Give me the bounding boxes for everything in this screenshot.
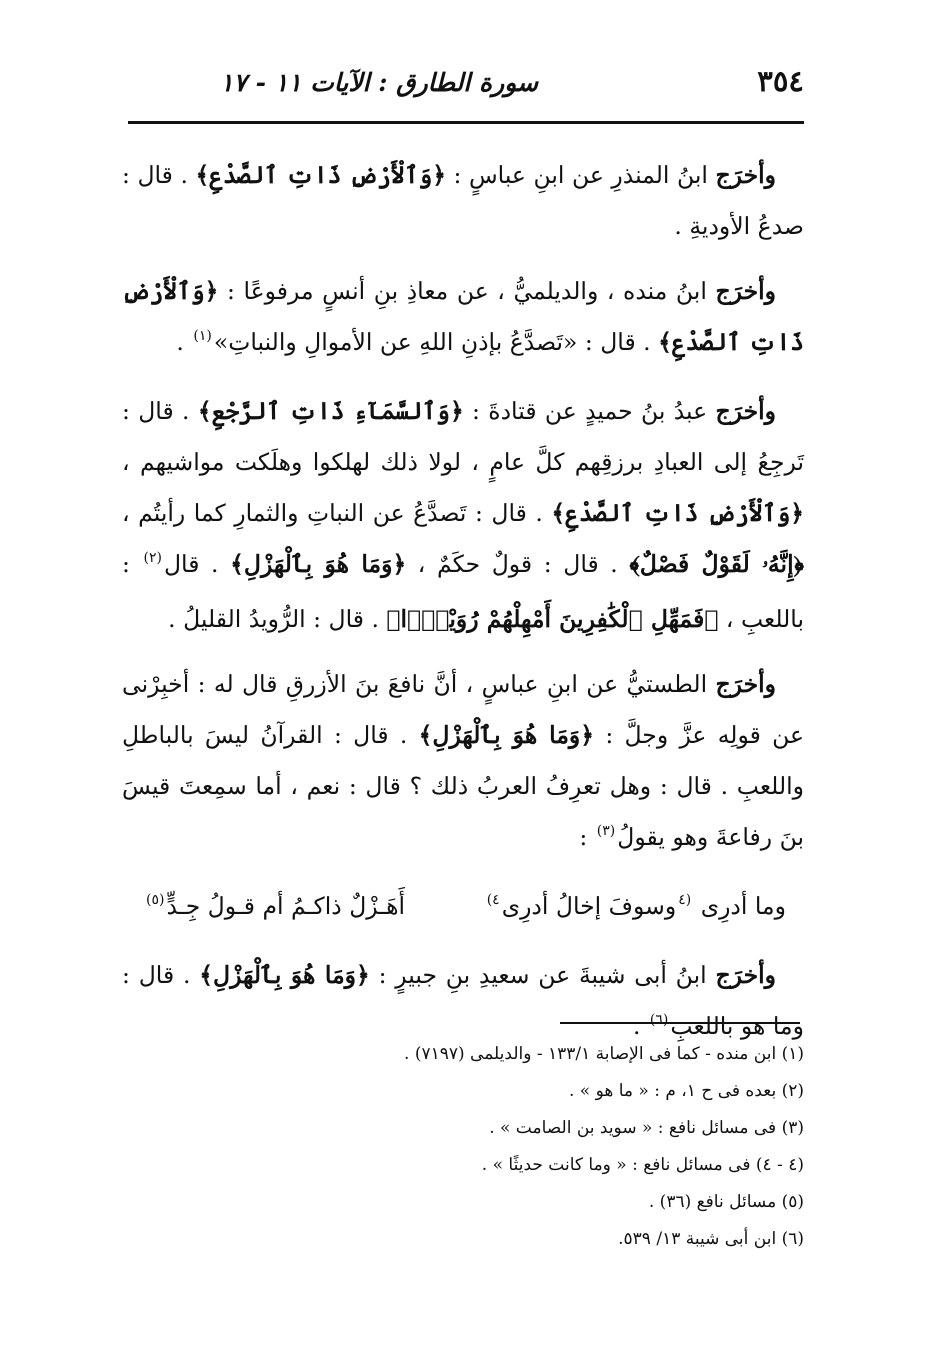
main-text xyxy=(122,150,804,1070)
footnote-item: (٣) فى مسائل نافع : « سويد بن الصامت » . xyxy=(489,1118,804,1138)
footnote-item: (١) ابن منده - كما فى الإصابة ١٣٣/١ - والديلمى (٧١٩٧) . xyxy=(404,1044,804,1064)
footnote-ref[interactable]: (٣) xyxy=(596,823,616,839)
narration-text: : xyxy=(579,823,595,851)
narration-text: الطستيُّ عن ابنِ عباسٍ ، أنَّ نافعَ بنَ الأزرقِ قال له : أخبِرْنى عن قولِه عزَّ وجلَّ : xyxy=(122,670,804,749)
narration-lead: وأخرَج xyxy=(715,961,776,989)
footnote-ref[interactable]: (٥) xyxy=(146,892,165,908)
footnote-ref[interactable]: (٤ xyxy=(678,892,692,908)
footnote-ref[interactable]: (٢) xyxy=(143,550,162,566)
quran-quote: ﴿وَمَا هُوَ بِٱلْهَزْلِ﴾ xyxy=(230,550,407,578)
narration-text: . قال : «تَصدَّعُ بإذنِ اللهِ عن الأموالِ والنباتِ» xyxy=(213,328,659,356)
paragraph-3 xyxy=(122,386,804,645)
footnote-item: (٦) ابن أبى شيبة ١٣/ ٥٣٩. xyxy=(618,1229,804,1249)
verse-first-hemistich xyxy=(485,881,786,936)
quran-quote: ﴿وَٱلْأَرْضِ ذَاتِ ٱلصَّدْعِ﴾ xyxy=(195,161,446,189)
narration-text: . قال : تَصدَّعُ عن النباتِ والثمارِ كما رأيتُم ، xyxy=(122,499,552,527)
narration-text: . قال : صدعُ الأوديةِ . xyxy=(122,161,804,240)
paragraph-4 xyxy=(122,659,804,867)
narration-text: . قال : القرآنُ ليسَ بالباطلِ واللعبِ . قال : وهل تعرِفُ العربُ ذلك ؟ قال : نعم ، أما سمِعتَ قيسَ بنَ رفاعةَ وهو يقولُ xyxy=(122,721,804,851)
quran-quote: ﴿وَٱلسَّمَآءِ ذَاتِ ٱلرَّجْعِ﴾ xyxy=(197,397,464,425)
footnotes-section xyxy=(200,1036,804,1258)
narration-text: ابنُ منده ، والديلميُّ ، عن معاذِ بنِ أنسٍ مرفوعًا : xyxy=(218,277,716,305)
narration-lead: وأخرَج xyxy=(715,277,776,305)
page-number: ٣٥٤ xyxy=(757,64,804,98)
narration-text: . قال xyxy=(163,550,231,578)
paragraph-2 xyxy=(122,266,804,372)
footnote-ref[interactable]: (٦) xyxy=(649,1012,669,1028)
quran-quote: ﴿وَمَا هُوَ بِٱلْهَزْلِ﴾ xyxy=(199,961,370,989)
narration-text: ابنُ المنذرِ عن ابنِ عباسٍ : xyxy=(446,161,716,189)
narration-text: . قال : الرُّويدُ القليلُ . xyxy=(168,605,387,633)
verse-text: وسوفَ إخالُ أدرِى xyxy=(501,892,677,920)
header-rule xyxy=(128,121,804,124)
narration-lead: وأخرَج xyxy=(715,397,777,425)
footnote-item: (٥) مسائل نافع (٣٦) . xyxy=(648,1192,804,1212)
narration-lead: وأخرَج xyxy=(715,670,776,698)
footnote-ref[interactable]: ٤) xyxy=(486,892,500,908)
verse-second-hemistich xyxy=(144,881,405,936)
footnote-item: (٤ - ٤) فى مسائل نافع : « وما كانت حديثًا » . xyxy=(481,1155,804,1175)
verse-text: وما أدرِى xyxy=(700,892,786,920)
quran-quote: ﴿وَمَا هُوَ بِٱلْهَزْلِ﴾ xyxy=(418,721,595,749)
page-header xyxy=(128,58,804,118)
quran-quote: ﴿وَٱلْأَرْضِ ذَاتِ ٱلصَّدْعِ﴾ xyxy=(122,277,804,356)
footnote-ref[interactable]: (١) xyxy=(193,328,212,344)
verse-text: أَهَـزْلٌ ذاكـمُ أم قـولُ جِـدٍّ xyxy=(166,892,406,920)
poetry-verse xyxy=(122,881,804,936)
narration-text: . قال : وما هو باللعبِ xyxy=(122,961,804,1040)
footnote-separator xyxy=(560,1022,800,1024)
quran-quote: ﴿وَٱلْأَرْضِ ذَاتِ ٱلصَّدْعِ﴾ xyxy=(551,499,804,527)
quran-quote: ﴿إِنَّهُۥ لَقَوْلٌ فَصْلٌ﴾ xyxy=(629,550,805,578)
narration-lead: وأخرَج xyxy=(715,161,776,189)
quran-quote: ﴿فَمَهِّلِ ٱلْكَٰفِرِينَ أَمْهِلْهُمْ رُوَيْدًۢا﴾ xyxy=(386,605,719,633)
narration-text: . قال : تَرجِعُ إلى العبادِ برزقِهم كلَّ عامٍ ، لولا ذلك لهلكوا وهلَكت مواشيهم ، xyxy=(122,397,804,476)
footnote-item: (٢) بعده فى ح ١، م : « ما هو » . xyxy=(568,1081,804,1101)
narration-text: ابنُ أبى شيبةَ عن سعيدِ بنِ جبيرٍ : xyxy=(369,961,716,989)
narration-text: . قال : قولٌ حكَمٌ ، xyxy=(406,550,630,578)
narration-text: . xyxy=(176,328,192,356)
narration-text: : باللعبِ ، xyxy=(122,550,804,633)
narration-text: عبدُ بنُ حميدٍ عن قتادةَ : xyxy=(463,397,716,425)
running-title: سورة الطارق : الآيات ١١ - ١٧ xyxy=(220,68,539,97)
paragraph-1 xyxy=(122,150,804,252)
narration-text: . xyxy=(632,1012,648,1040)
